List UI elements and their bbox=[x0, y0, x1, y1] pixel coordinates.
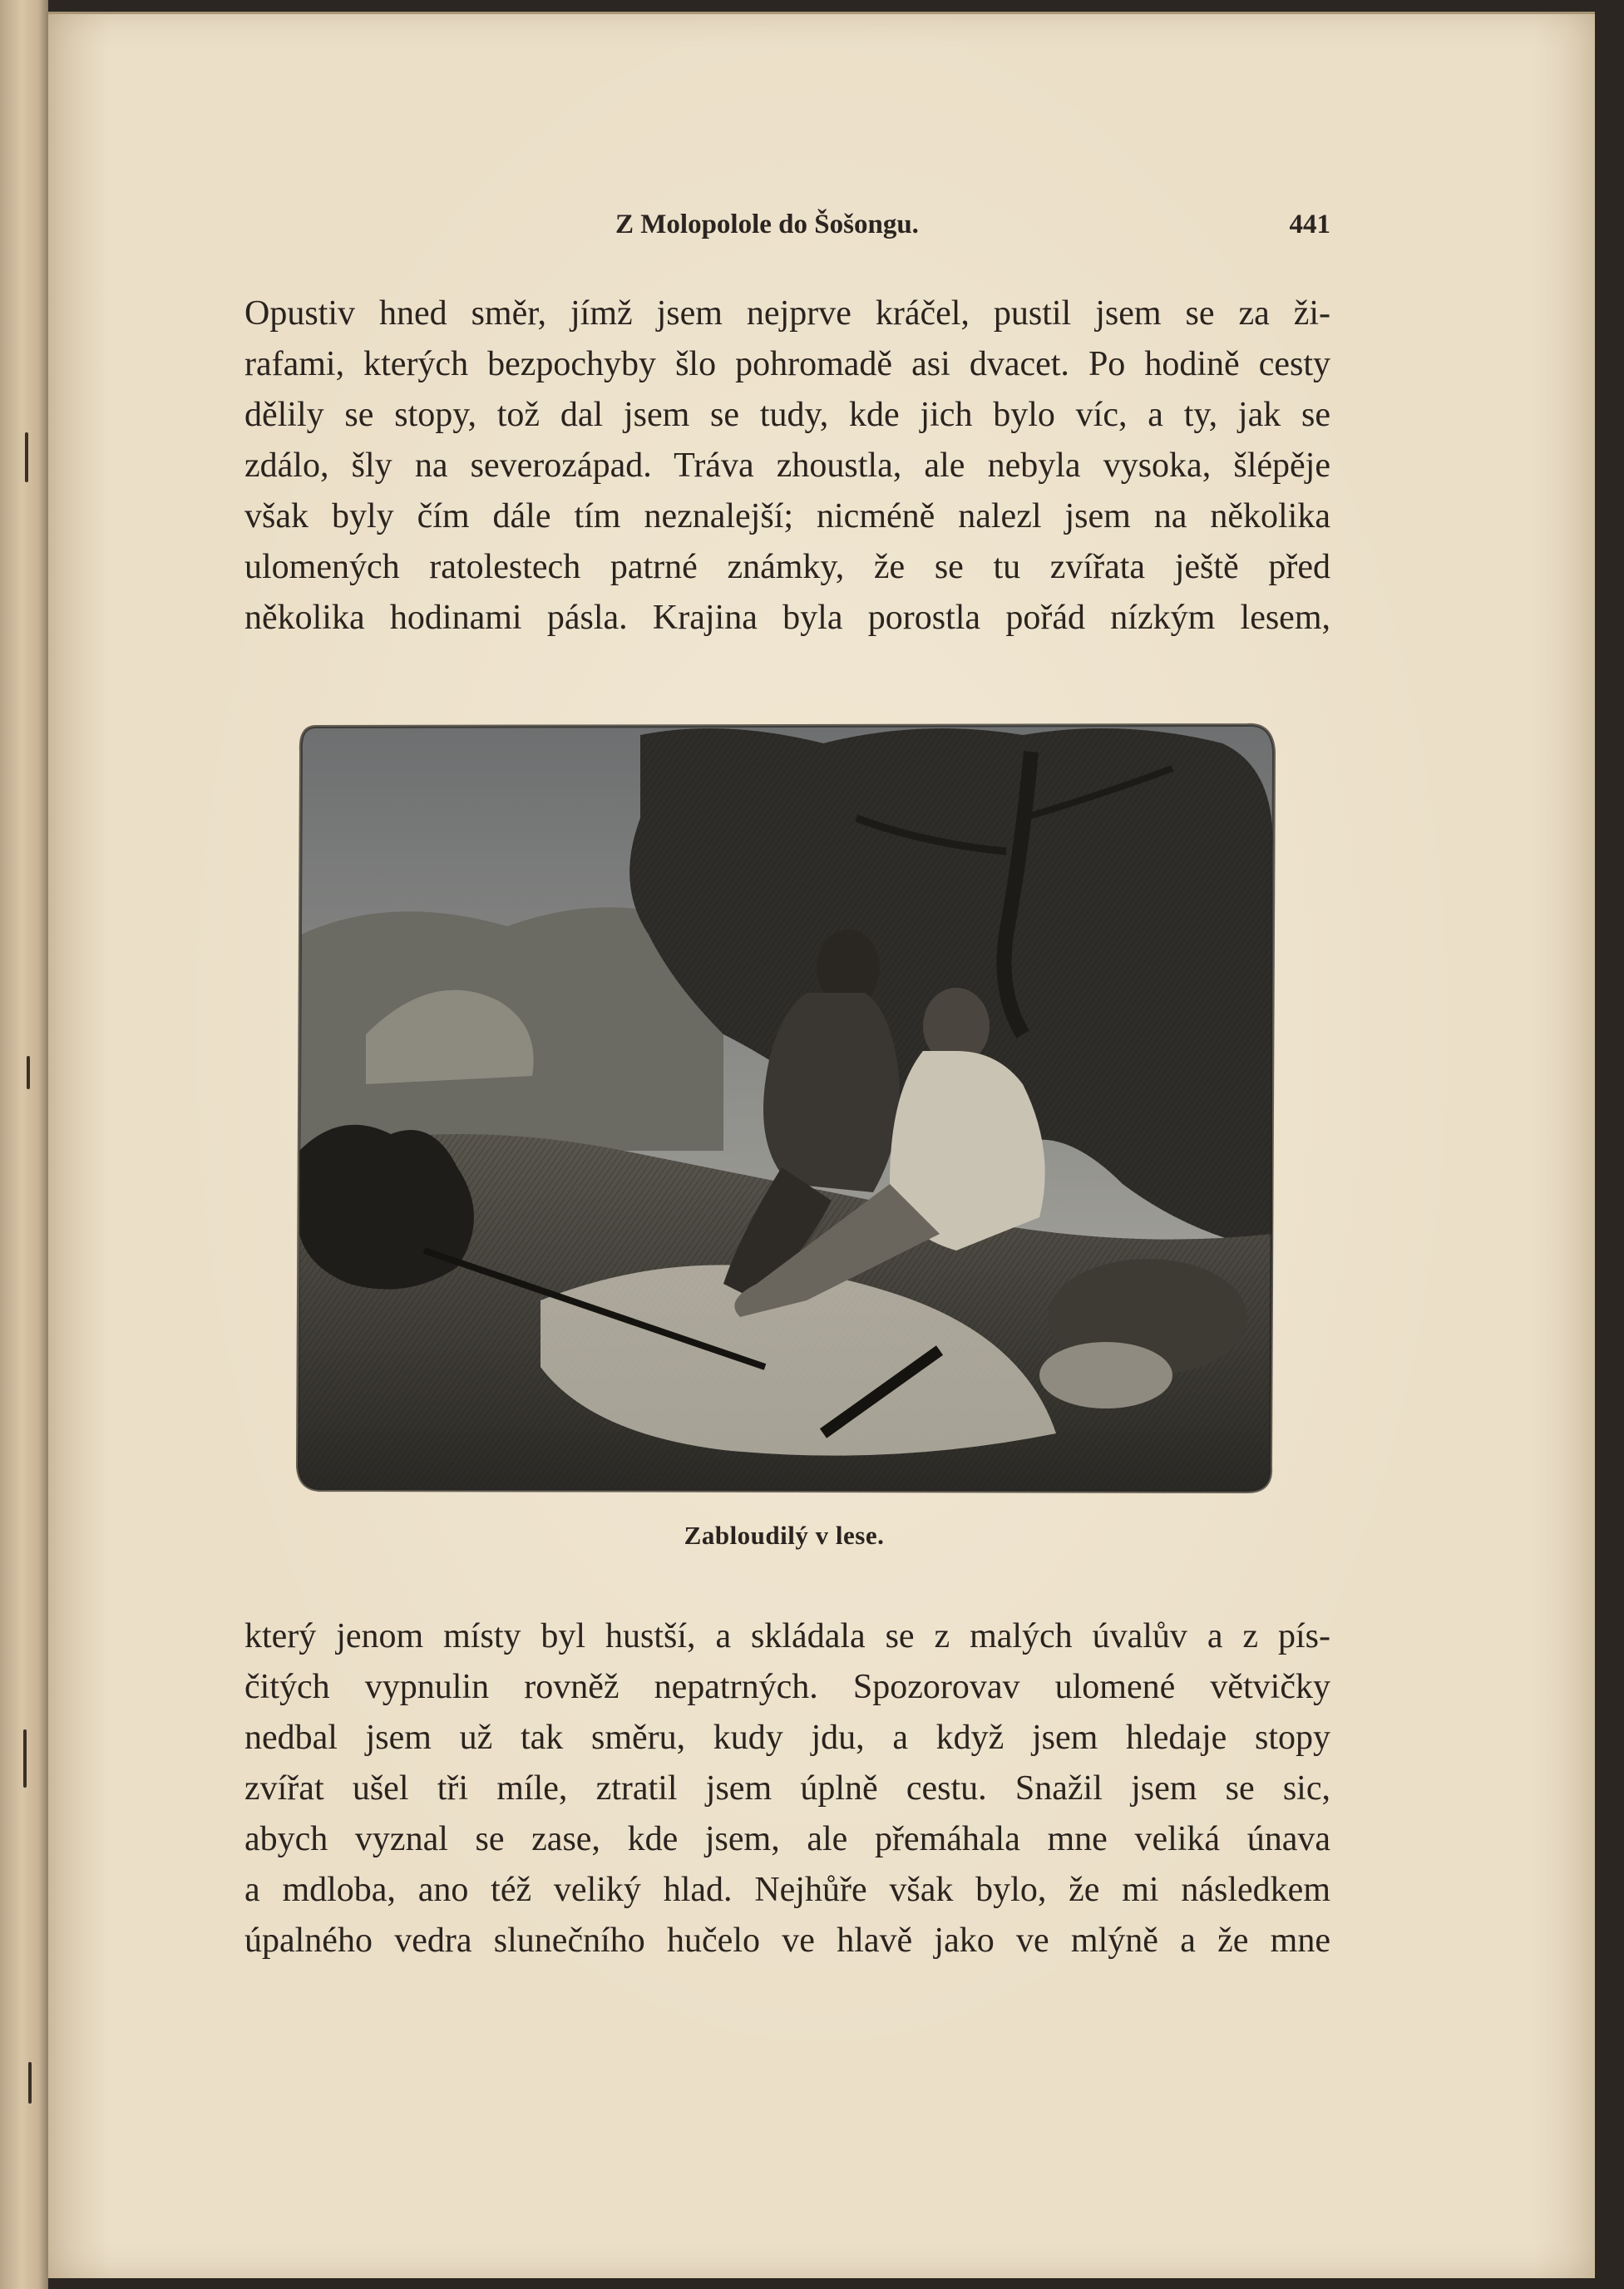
binding-mark bbox=[27, 1056, 30, 1089]
running-title: Z Molopolole do Šošongu. bbox=[615, 210, 919, 239]
text-line: několika hodinami pásla. Krajina byla porostla pořád nízkým lesem, bbox=[244, 599, 1330, 637]
running-head bbox=[241, 210, 1330, 243]
text-line: dělily se stopy, tož dal jsem se tudy, kde jich bylo víc, a ty, jak se bbox=[244, 396, 1330, 434]
text-line: nedbal jsem už tak směru, kudy jdu, a když jsem hledaje stopy bbox=[244, 1719, 1330, 1757]
text-line: však byly čím dále tím neznalejší; nicméně nalezl jsem na několika bbox=[244, 497, 1330, 535]
text-line: úpalného vedra slunečního hučelo ve hlavě jako ve mlýně a že mne bbox=[244, 1921, 1330, 1960]
binding-mark bbox=[25, 432, 28, 482]
facing-page-edge bbox=[0, 0, 48, 2289]
page-top-rule bbox=[48, 12, 1595, 14]
figure-caption: Zabloudilý v lese. bbox=[684, 1521, 885, 1550]
text-line: zdálo, šly na severozápad. Tráva zhoustla, ale nebyla vysoka, šlépěje bbox=[244, 446, 1330, 485]
text-line: abych vyznal se zase, kde jsem, ale přemáhala mne veliká únava bbox=[244, 1820, 1330, 1858]
text-line: ulomených ratolestech patrné známky, že se tu zvířata ještě před bbox=[244, 548, 1330, 586]
paragraph-bottom bbox=[244, 1611, 1330, 1966]
engraving-illustration bbox=[291, 718, 1277, 1497]
text-line: a mdloba, ano též veliký hlad. Nejhůře však bylo, že mi následkem bbox=[244, 1871, 1330, 1909]
text-line: rafami, kterých bezpochyby šlo pohromadě asi dvacet. Po hodině cesty bbox=[244, 345, 1330, 383]
binding-mark bbox=[23, 1729, 27, 1788]
paragraph-top bbox=[244, 289, 1330, 644]
text-line: který jenom místy byl hustší, a skládala se z malých úvalův a z pís- bbox=[244, 1617, 1330, 1655]
text-line: Opustiv hned směr, jímž jsem nejprve kráčel, pustil jsem se za ži- bbox=[244, 294, 1330, 333]
binding-mark bbox=[28, 2062, 32, 2104]
page-number: 441 bbox=[1289, 210, 1330, 239]
text-line: zvířat ušel tři míle, ztratil jsem úplně cestu. Snažil jsem se sic, bbox=[244, 1769, 1330, 1808]
scan-top-edge bbox=[0, 0, 1624, 12]
text-line: čitých vypnulin rovněž nepatrných. Spozorovav ulomené větvičky bbox=[244, 1668, 1330, 1706]
